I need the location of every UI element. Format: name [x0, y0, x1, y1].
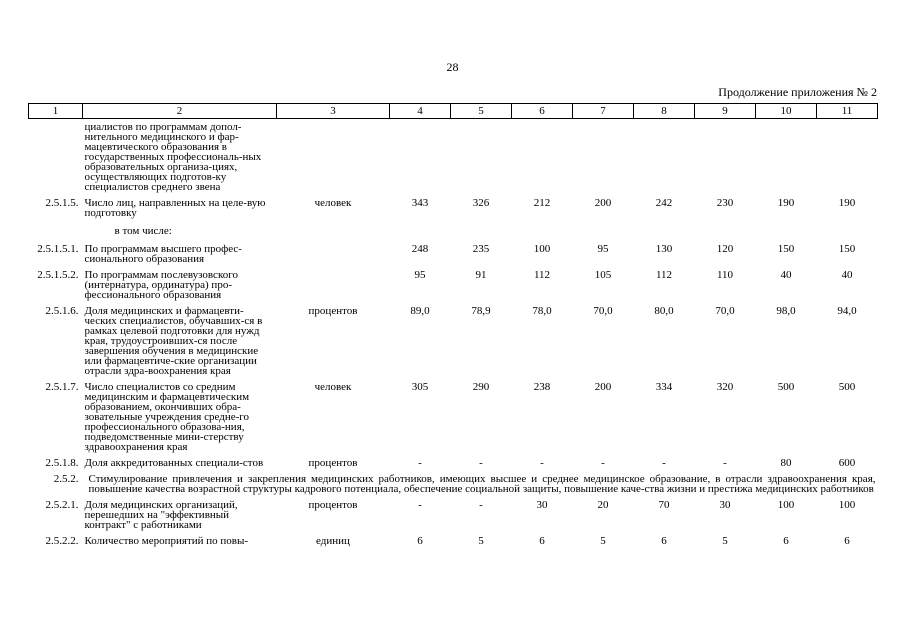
row-value: 230 — [716, 197, 734, 209]
table-row — [29, 264, 878, 300]
row-unit — [277, 264, 390, 300]
row-value: 6 — [539, 535, 545, 547]
row-value: 91 — [475, 269, 487, 281]
row-code — [29, 119, 83, 193]
row-value: - — [723, 457, 727, 469]
row-name: Количество мероприятий по повы- — [84, 535, 249, 547]
row-value: 120 — [716, 243, 734, 255]
table-row — [29, 218, 878, 238]
row-value: 343 — [411, 197, 429, 209]
table-row — [29, 530, 878, 546]
row-value: 70,0 — [715, 305, 735, 317]
row-value: 6 — [783, 535, 789, 547]
row-value: 89,0 — [410, 305, 430, 317]
row-name: Доля медицинских организаций, перешедших на "эффективный контракт" с работниками — [84, 499, 238, 531]
row-value: 94,0 — [837, 305, 857, 317]
row-code: 2.5.2. — [53, 473, 79, 485]
col-header: 3 — [277, 104, 390, 119]
indicators-table — [28, 103, 878, 546]
row-value: 5 — [722, 535, 728, 547]
row-value: 80,0 — [654, 305, 674, 317]
row-value: 112 — [533, 269, 551, 281]
row-value: 80 — [780, 457, 792, 469]
page-number: 28 — [446, 60, 459, 74]
row-value: 326 — [472, 197, 490, 209]
row-value: 235 — [472, 243, 490, 255]
row-value: 70 — [658, 499, 670, 511]
row-name: циалистов по программам допол-нительного медицинского и фар-мацевтического образования в государственных профессиональ-ных образовательных организа-циях, осуществляющих подготов-ку специалистов среднего звена — [84, 121, 262, 193]
row-value: 5 — [478, 535, 484, 547]
row-code: 2.5.1.6. — [45, 305, 79, 317]
row-unit: человек — [314, 197, 352, 209]
row-value: 78,9 — [471, 305, 491, 317]
row-value: 150 — [838, 243, 856, 255]
row-value: 150 — [777, 243, 795, 255]
row-name: Доля медицинских и фармацевти-ческих специалистов, обучавших-ся в рамках целевой подготовки для нужд края, трудоустроивших-ся после завершения обучения в медицинские или фармацевтиче-ские организации отрасли здра-воохранения края — [84, 305, 263, 377]
row-value: 500 — [838, 381, 856, 393]
row-name: По программам послевузовского (интернатура, ординатура) про-фессионального образования — [84, 269, 238, 301]
table-row — [29, 452, 878, 468]
col-header: 4 — [390, 104, 451, 119]
row-value: 98,0 — [776, 305, 796, 317]
col-header: 10 — [756, 104, 817, 119]
row-unit: процентов — [308, 499, 358, 511]
row-value: 200 — [594, 381, 612, 393]
row-value: 40 — [780, 269, 792, 281]
row-code: 2.5.1.7. — [45, 381, 79, 393]
col-header: 9 — [695, 104, 756, 119]
row-value: 30 — [536, 499, 548, 511]
row-unit: единиц — [316, 535, 350, 547]
row-value: 20 — [597, 499, 609, 511]
row-value: 242 — [655, 197, 673, 209]
col-header: 7 — [573, 104, 634, 119]
row-value: - — [540, 457, 544, 469]
table-row — [29, 494, 878, 530]
row-value: 112 — [655, 269, 673, 281]
row-name: Доля аккредитованных специали-стов — [84, 457, 264, 469]
row-value: - — [662, 457, 666, 469]
row-value: 30 — [719, 499, 731, 511]
header-row — [29, 104, 878, 119]
table-row — [29, 238, 878, 264]
table-row — [29, 468, 878, 494]
row-code: 2.5.1.5.1. — [37, 243, 79, 255]
row-value: 334 — [655, 381, 673, 393]
col-header: 5 — [451, 104, 512, 119]
row-value: 200 — [594, 197, 612, 209]
row-value: 130 — [655, 243, 673, 255]
col-header: 1 — [29, 104, 83, 119]
col-header: 11 — [817, 104, 878, 119]
table-row — [29, 300, 878, 376]
row-name: Стимулирование привлечения и закрепления медицинских работников, имеющих высшее и среднее медицинское образование, в отрасли здравоохранения края, повышение качества возрастной структуры кадрового потенциала, обеспечение социальной защиты, повышение каче-ства жизни и престижа медицинских работников — [88, 473, 876, 495]
row-value: 100 — [533, 243, 551, 255]
row-value: 305 — [411, 381, 429, 393]
row-value: - — [601, 457, 605, 469]
row-value: 110 — [716, 269, 734, 281]
row-code: 2.5.1.5. — [45, 197, 79, 209]
row-value: 190 — [777, 197, 795, 209]
row-name: в том числе: — [114, 225, 172, 237]
row-code: 2.5.2.2. — [45, 535, 79, 547]
row-unit: человек — [314, 381, 352, 393]
col-header: 6 — [512, 104, 573, 119]
row-code: 2.5.2.1. — [45, 499, 79, 511]
continuation-label: Продолжение приложения № 2 — [718, 85, 877, 99]
row-value: 190 — [838, 197, 856, 209]
row-value: 100 — [838, 499, 856, 511]
row-value: 212 — [533, 197, 551, 209]
row-value: 6 — [844, 535, 850, 547]
row-code: 2.5.1.8. — [45, 457, 79, 469]
col-header: 8 — [634, 104, 695, 119]
row-value: - — [479, 499, 483, 511]
row-value: 100 — [777, 499, 795, 511]
row-value: 600 — [838, 457, 856, 469]
table-row — [29, 376, 878, 452]
row-unit — [277, 238, 390, 264]
row-name: Число лиц, направленных на целе-вую подготовку — [84, 197, 266, 219]
row-value: 40 — [841, 269, 853, 281]
row-value: - — [418, 457, 422, 469]
row-value: - — [479, 457, 483, 469]
row-unit: процентов — [308, 305, 358, 317]
row-value: 6 — [661, 535, 667, 547]
row-value: 95 — [597, 243, 609, 255]
row-value: 78,0 — [532, 305, 552, 317]
row-value: 5 — [600, 535, 606, 547]
row-value: 248 — [411, 243, 429, 255]
row-value: 105 — [594, 269, 612, 281]
row-code: 2.5.1.5.2. — [37, 269, 79, 281]
row-value: 6 — [417, 535, 423, 547]
row-value: - — [418, 499, 422, 511]
row-name: По программам высшего профес-сионального образования — [84, 243, 242, 265]
row-name: Число специалистов со средним медицинским и фармацевтическим образованием, окончивших обра-зовательные учреждения средне-го профессионального образова-ния, подведомственные мини-стерству здравоохранения края — [84, 381, 250, 453]
table-row — [29, 192, 878, 218]
row-value: 238 — [533, 381, 551, 393]
row-value: 320 — [716, 381, 734, 393]
col-header: 2 — [83, 104, 277, 119]
row-unit: процентов — [308, 457, 358, 469]
table-row — [29, 119, 878, 193]
row-value: 95 — [414, 269, 426, 281]
row-value: 290 — [472, 381, 490, 393]
row-value: 70,0 — [593, 305, 613, 317]
row-value: 500 — [777, 381, 795, 393]
